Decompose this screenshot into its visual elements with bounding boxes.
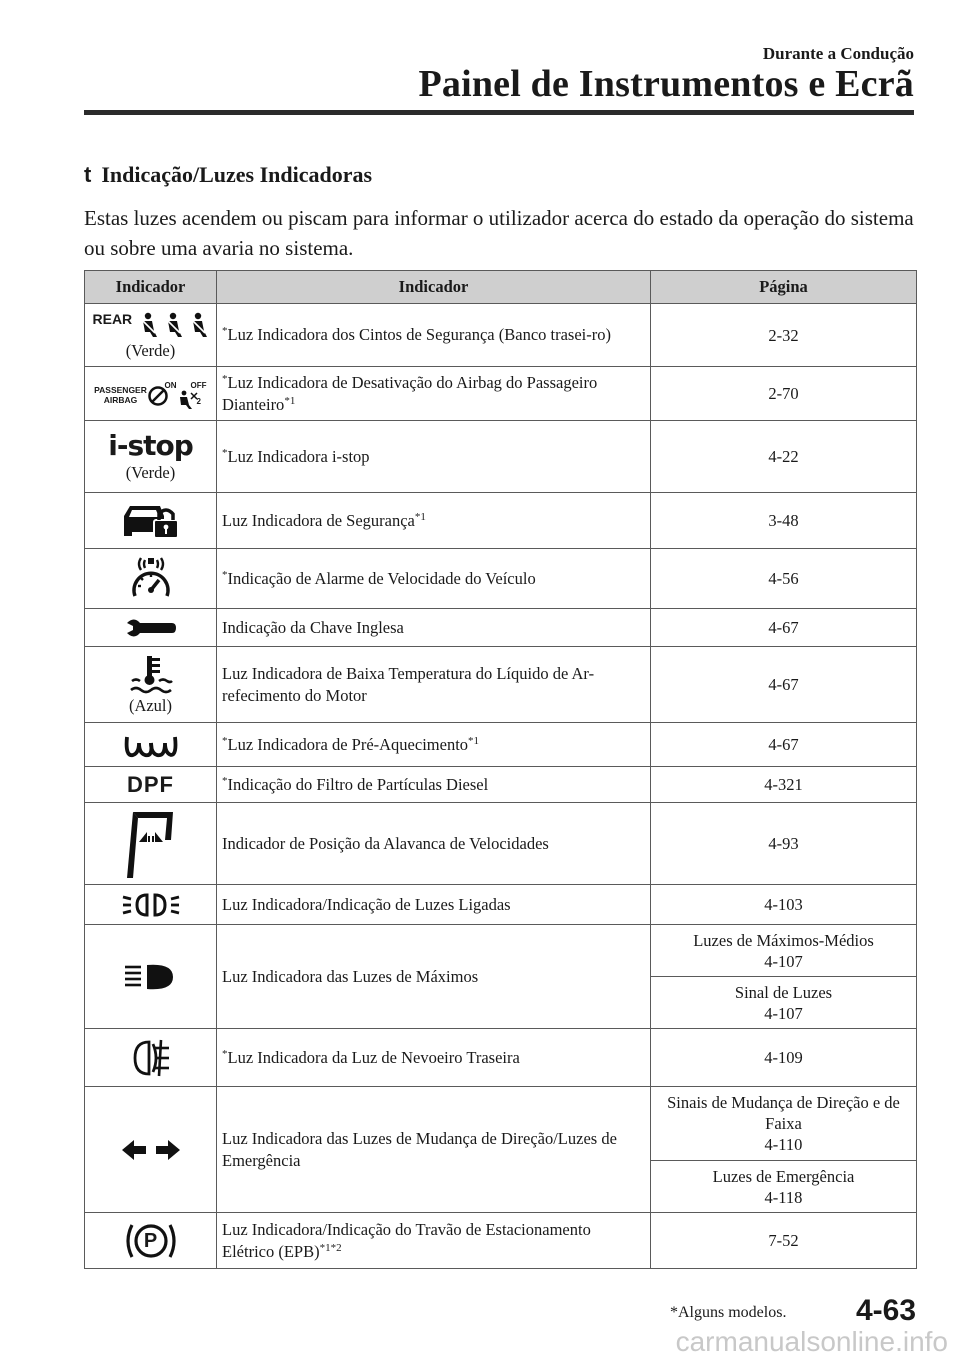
table-row [85, 925, 917, 977]
table-row [85, 367, 917, 421]
availability-mark: * [222, 1047, 228, 1060]
table-row [85, 803, 917, 885]
table-row [85, 767, 917, 803]
page-ref: 4-93 [651, 803, 917, 885]
watermark: carmanualsonline.info [675, 1326, 948, 1357]
security-lock-icon [120, 502, 182, 540]
symbol-cell [85, 723, 217, 767]
footnote: *Alguns modelos. [670, 1304, 787, 1321]
symbol-cell [85, 304, 217, 367]
page-ref: 7-52 [651, 1213, 917, 1269]
symbol-cell [85, 493, 217, 549]
low-coolant-temperature-icon [128, 654, 174, 694]
icon-color-label: (Verde) [125, 462, 176, 482]
page-ref: 4-67 [651, 647, 917, 723]
chapter-title: Painel de Instrumentos e Ecrã [418, 63, 914, 105]
indicator-name: Luz Indicadora das Luzes de Mudança de Direção/Luzes de Emergência [217, 1087, 651, 1213]
indicator-name: Indicador de Posição da Alavanca de Velocidades [217, 803, 651, 885]
column-header-indicator: Indicador [217, 271, 651, 304]
section-heading [84, 162, 372, 188]
symbol-cell [85, 549, 217, 609]
page-ref: Luzes de Emergência 4-118 [651, 1161, 917, 1213]
symbol-cell [85, 925, 217, 1029]
indicator-name: Luz Indicadora de Baixa Temperatura do Líquido de Ar-refecimento do Motor [217, 647, 651, 723]
table-row [85, 1087, 917, 1161]
symbol-cell [85, 367, 217, 421]
table-row [85, 647, 917, 723]
column-header-page: Página [651, 271, 917, 304]
availability-mark: * [222, 774, 228, 787]
symbol-cell [85, 1087, 217, 1213]
page-ref: 2-32 [651, 304, 917, 367]
table-header-row [85, 271, 917, 304]
symbol-cell [85, 1029, 217, 1087]
indicator-name: *Luz Indicadora de Desativação do Airbag do Passageiro Dianteiro$^{*1}$ [217, 367, 651, 421]
page-ref: Luzes de Máximos-Médios 4-107 [651, 925, 917, 977]
availability-mark: * [222, 325, 228, 337]
table-row [85, 421, 917, 493]
passenger-airbag-deactivation-icon: PASSENGER AIRBAG ON OFF 2 [89, 377, 213, 411]
page-ref: 4-67 [651, 609, 917, 647]
table-row [85, 1213, 917, 1269]
page-ref: 4-103 [651, 885, 917, 925]
lights-on-icon [121, 892, 181, 918]
wrench-icon [124, 617, 178, 639]
availability-mark: * [222, 734, 228, 747]
page-ref: 4-321 [651, 767, 917, 803]
page-ref: 2-70 [651, 367, 917, 421]
table-row [85, 609, 917, 647]
glow-plug-icon [123, 731, 179, 759]
chapter-subtitle: Durante a Condução [762, 44, 914, 63]
rear-fog-light-icon [129, 1038, 173, 1078]
electric-parking-brake-icon: P [120, 1219, 182, 1263]
symbol-cell [85, 609, 217, 647]
gear-shift-position-icon [125, 808, 177, 880]
icon-color-label: (Verde) [125, 341, 176, 360]
dpf-icon: DPF [127, 771, 174, 797]
indicator-table [84, 270, 917, 1269]
table-row [85, 1029, 917, 1087]
footnote-ref: *1 [284, 394, 296, 407]
page-ref: 4-22 [651, 421, 917, 493]
icon-color-label: (Azul) [128, 695, 173, 715]
symbol-cell [85, 1213, 217, 1269]
indicator-name: *Luz Indicadora de Pré-Aquecimento$^{*1}$ [217, 723, 651, 767]
symbol-cell [85, 767, 217, 803]
symbol-cell [85, 647, 217, 723]
page-ref: 4-67 [651, 723, 917, 767]
indicator-name: *Luz Indicadora da Luz de Nevoeiro Traseira [217, 1029, 651, 1087]
section-bullet-icon: t [84, 162, 92, 187]
indicator-name: *Luz Indicadora i-stop [217, 421, 651, 493]
indicator-name: *Indicação do Filtro de Partículas Diesel [217, 767, 651, 803]
page-ref: 3-48 [651, 493, 917, 549]
table-row [85, 493, 917, 549]
table-row [85, 549, 917, 609]
rear-seat-belt-icon: REAR [89, 309, 213, 339]
page-ref: Sinais de Mudança de Direção e de Faixa 4-110 [651, 1087, 917, 1161]
page-number: 4-63 [855, 1294, 916, 1327]
availability-mark: * [222, 446, 228, 459]
footnote-ref: *1*2 [319, 1241, 342, 1254]
indicator-name: Luz Indicadora/Indicação de Luzes Ligadas [217, 885, 651, 925]
column-header-symbol: Indicador [85, 271, 217, 304]
table-row [85, 723, 917, 767]
footnote-ref: *1 [414, 510, 426, 523]
indicator-name: Indicação da Chave Inglesa [217, 609, 651, 647]
indicator-name: Luz Indicadora/Indicação do Travão de Estacionamento Elétrico (EPB)$^{*1*2}$ [217, 1213, 651, 1269]
header-rule [84, 110, 914, 115]
i-stop-icon: i-stop [108, 428, 193, 462]
table-row [85, 304, 917, 367]
indicator-name: Luz Indicadora das Luzes de Máximos [217, 925, 651, 1029]
availability-mark: * [222, 372, 228, 385]
high-beam-icon [123, 963, 179, 991]
page-ref: Sinal de Luzes 4-107 [651, 977, 917, 1029]
symbol-cell [85, 803, 217, 885]
indicator-name: Luz Indicadora de Segurança$^{*1}$ [217, 493, 651, 549]
indicator-name: *Indicação de Alarme de Velocidade do Veículo [217, 549, 651, 609]
symbol-cell [85, 421, 217, 493]
speed-alarm-icon [126, 556, 176, 602]
turn-signal-arrows-icon [120, 1138, 182, 1162]
page-ref: 4-109 [651, 1029, 917, 1087]
page-ref: 4-56 [651, 549, 917, 609]
availability-mark: * [222, 568, 228, 581]
symbol-cell [85, 885, 217, 925]
intro-paragraph: Estas luzes acendem ou piscam para informar o utilizador acerca do estado da operação do sistema ou sobre uma avaria no sistema. [84, 206, 914, 260]
indicator-name: *Luz Indicadora dos Cintos de Segurança (Banco trasei-ro) [217, 304, 651, 367]
footnote-ref: *1 [468, 734, 480, 747]
table-row [85, 885, 917, 925]
section-heading-text: Indicação/Luzes Indicadoras [101, 162, 373, 187]
